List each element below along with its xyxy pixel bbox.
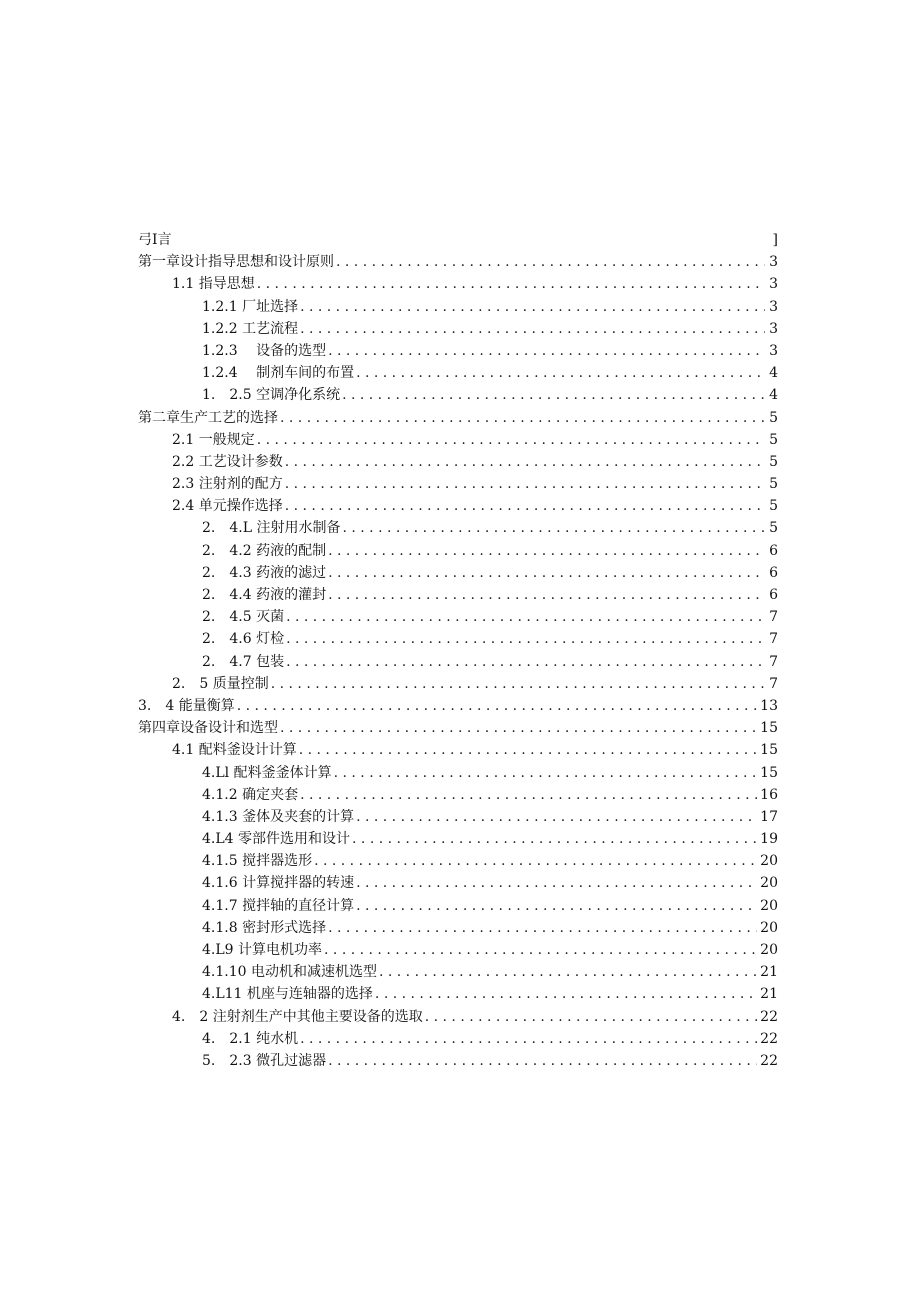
toc-entry-title: 5. 2.3 微孔过滤器 [202, 1052, 327, 1069]
toc-entry[interactable] [138, 362, 778, 384]
toc-entry-title: 4.L9 计算电机功率 [202, 942, 323, 958]
toc-entry[interactable] [138, 584, 778, 606]
toc-entry[interactable] [138, 540, 778, 562]
toc-entry-title: 4.1.10 电动机和减速机选型 [202, 964, 377, 981]
toc-dot-leader [342, 384, 765, 406]
toc-dot-leader [342, 517, 765, 539]
toc-entry-title: 2. 4.5 灭菌 [202, 609, 285, 626]
toc-entry[interactable] [138, 828, 778, 850]
toc-entry-title: 第二章生产工艺的选择 [138, 409, 278, 426]
toc-entry[interactable] [138, 673, 778, 695]
toc-entry-title: 2.2 工艺设计参数 [172, 453, 283, 470]
toc-dot-leader [300, 296, 765, 318]
toc-entry[interactable] [138, 651, 778, 673]
toc-dot-leader [336, 251, 765, 273]
toc-entry[interactable] [138, 407, 778, 429]
toc-entry-page-number: 15 [760, 764, 778, 781]
toc-entry-title: 2.1 一般规定 [172, 431, 255, 448]
toc-entry-page-number: 7 [769, 653, 778, 670]
toc-dot-leader [328, 1050, 757, 1072]
toc-entry[interactable] [138, 961, 778, 983]
toc-entry-title: 2. 4.7 包装 [202, 653, 285, 670]
toc-entry-title: 第四章设备设计和选型 [138, 720, 278, 737]
toc-entry[interactable] [138, 850, 778, 872]
toc-entry[interactable] [138, 895, 778, 917]
toc-entry-title: 2. 4.4 药液的灌封 [202, 587, 327, 603]
toc-entry[interactable] [138, 451, 778, 473]
toc-entry-page-number: 13 [760, 697, 778, 714]
toc-entry-page-number: 3 [769, 342, 778, 359]
toc-entry-page-number: 22 [760, 1030, 778, 1047]
toc-entry-page-number: 15 [760, 720, 778, 737]
toc-entry-page-number: 19 [760, 831, 778, 848]
toc-entry[interactable] [138, 251, 778, 273]
toc-dot-leader [334, 762, 758, 784]
toc-dot-leader [356, 895, 757, 917]
toc-entry-page-number: 6 [769, 587, 778, 603]
toc-entry-page-number: 4 [769, 365, 778, 382]
toc-entry-page-number: 5 [769, 453, 778, 470]
toc-entry-title: 4.1 配料釜设计计算 [172, 742, 297, 759]
toc-dot-leader [285, 495, 765, 517]
toc-entry[interactable] [138, 739, 778, 761]
toc-entry-page-number: ] [772, 232, 778, 248]
toc-entry-title: 1.2.1 厂址选择 [202, 298, 299, 315]
toc-entry-title: 2.3 注射剂的配方 [172, 476, 283, 493]
toc-entry[interactable] [138, 273, 778, 295]
toc-entry-page-number: 20 [760, 875, 778, 892]
toc-dot-leader [300, 784, 757, 806]
toc-entry-title: 弓I言 [138, 232, 172, 248]
toc-entry[interactable] [138, 917, 778, 939]
toc-entry-page-number: 20 [760, 942, 778, 958]
toc-dot-leader [257, 429, 765, 451]
toc-entry-page-number: 4 [769, 387, 778, 404]
toc-entry-page-number: 3 [769, 254, 778, 271]
toc-entry[interactable] [138, 340, 778, 362]
toc-dot-leader [425, 1006, 757, 1028]
toc-dot-leader [285, 451, 765, 473]
toc-entry-page-number: 5 [769, 520, 778, 537]
toc-entry-page-number: 3 [769, 276, 778, 293]
toc-dot-leader [328, 340, 765, 362]
toc-entry[interactable] [138, 384, 778, 406]
toc-entry-title: 2. 4.6 灯检 [202, 631, 285, 648]
toc-entry-title: 2. 5 质量控制 [172, 675, 269, 692]
toc-entry-page-number: 16 [760, 786, 778, 803]
toc-entry-title: 4.L4 零部件选用和设计 [202, 831, 351, 848]
toc-dot-leader [352, 828, 757, 850]
toc-entry-title: 4.1.6 计算搅拌器的转速 [202, 875, 355, 892]
toc-entry-title: 3. 4 能量衡算 [138, 697, 235, 714]
toc-entry-title: 1.2.4 制剂车间的布置 [202, 365, 355, 382]
toc-entry[interactable] [138, 517, 778, 539]
toc-entry[interactable] [138, 606, 778, 628]
toc-entry[interactable] [138, 717, 778, 739]
toc-dot-leader [328, 540, 765, 562]
toc-entry-page-number: 15 [760, 742, 778, 759]
toc-dot-leader [300, 1028, 757, 1050]
toc-entry[interactable] [138, 562, 778, 584]
toc-dot-leader [286, 606, 765, 628]
toc-entry[interactable] [138, 229, 778, 251]
toc-entry-page-number: 3 [769, 298, 778, 315]
toc-entry-title: 2. 4.2 药液的配制 [202, 542, 327, 559]
toc-dot-leader [356, 872, 757, 894]
toc-entry-title: 4.1.8 密封形式选择 [202, 919, 327, 936]
toc-entry-page-number: 3 [769, 320, 778, 337]
toc-entry-page-number: 6 [769, 542, 778, 559]
toc-entry-title: 1.2.2 工艺流程 [202, 320, 299, 337]
toc-entry[interactable] [138, 695, 778, 717]
toc-entry-title: 4. 2.1 纯水机 [202, 1030, 299, 1047]
toc-dot-leader [328, 584, 765, 606]
toc-dot-leader [280, 407, 765, 429]
toc-entry[interactable] [138, 318, 778, 340]
toc-dot-leader [257, 273, 765, 295]
toc-entry-page-number: 5 [769, 431, 778, 448]
toc-dot-leader [299, 739, 757, 761]
toc-dot-leader [237, 695, 757, 717]
toc-dot-leader [286, 651, 765, 673]
toc-dot-leader [300, 318, 765, 340]
toc-dot-leader [280, 717, 757, 739]
toc-entry-page-number: 17 [760, 808, 778, 825]
toc-entry-title: 2.4 单元操作选择 [172, 498, 283, 515]
toc-entry-title: 1. 2.5 空调净化系统 [202, 387, 341, 404]
toc-entry-page-number: 21 [760, 964, 778, 981]
toc-entry-page-number: 5 [769, 476, 778, 493]
toc-entry-page-number: 20 [760, 897, 778, 914]
toc-entry-page-number: 20 [760, 853, 778, 870]
toc-entry-title: 第一章设计指导思想和设计原则 [138, 254, 334, 271]
toc-entry-title: 4.1.7 搅拌轴的直径计算 [202, 897, 355, 914]
toc-entry[interactable] [138, 429, 778, 451]
toc-entry[interactable] [138, 628, 778, 650]
toc-entry[interactable] [138, 1028, 778, 1050]
toc-entry[interactable] [138, 495, 778, 517]
toc-entry-title: 4.1.5 搅拌器选形 [202, 853, 313, 870]
toc-entry-page-number: 5 [769, 498, 778, 515]
toc-dot-leader [286, 628, 765, 650]
toc-entry-page-number: 22 [760, 1008, 778, 1025]
toc-entry-page-number: 7 [769, 675, 778, 692]
toc-entry[interactable] [138, 1006, 778, 1028]
toc-entry[interactable] [138, 983, 778, 1005]
toc-entry[interactable] [138, 784, 778, 806]
toc-entry-title: 4.1.3 釜体及夹套的计算 [202, 808, 355, 825]
toc-dot-leader [356, 362, 765, 384]
toc-dot-leader [271, 673, 765, 695]
toc-entry-title: 1.2.3 设备的选型 [202, 342, 327, 359]
toc-entry[interactable] [138, 296, 778, 318]
toc-dot-leader [356, 806, 757, 828]
toc-entry[interactable] [138, 1050, 778, 1072]
toc-entry-title: 4.1.2 确定夹套 [202, 786, 299, 803]
toc-dot-leader [324, 939, 757, 961]
table-of-contents [138, 229, 778, 1072]
toc-entry-title: 4. 2 注射剂生产中其他主要设备的选取 [172, 1008, 423, 1025]
toc-entry-title: 4.Ll 配料釜釜体计算 [202, 764, 332, 781]
toc-dot-leader [314, 850, 757, 872]
toc-entry-page-number: 6 [769, 564, 778, 581]
toc-entry[interactable] [138, 806, 778, 828]
toc-entry-title: 2. 4.L 注射用水制备 [202, 520, 341, 537]
toc-dot-leader [375, 983, 757, 1005]
toc-entry-page-number: 20 [760, 919, 778, 936]
toc-entry-page-number: 5 [769, 409, 778, 426]
toc-entry[interactable] [138, 872, 778, 894]
toc-entry[interactable] [138, 939, 778, 961]
toc-entry-title: 2. 4.3 药液的滤过 [202, 564, 327, 581]
toc-dot-leader [379, 961, 757, 983]
toc-entry-title: 1.1 指导思想 [172, 276, 255, 293]
toc-entry-page-number: 7 [769, 609, 778, 626]
toc-entry-title: 4.L11 机座与连轴器的选择 [202, 986, 373, 1003]
toc-dot-leader [328, 562, 765, 584]
toc-entry-page-number: 7 [769, 631, 778, 648]
toc-entry-page-number: 21 [760, 986, 778, 1003]
toc-dot-leader [285, 473, 765, 495]
toc-dot-leader [328, 917, 757, 939]
toc-entry[interactable] [138, 473, 778, 495]
toc-entry[interactable] [138, 762, 778, 784]
toc-entry-page-number: 22 [760, 1052, 778, 1069]
